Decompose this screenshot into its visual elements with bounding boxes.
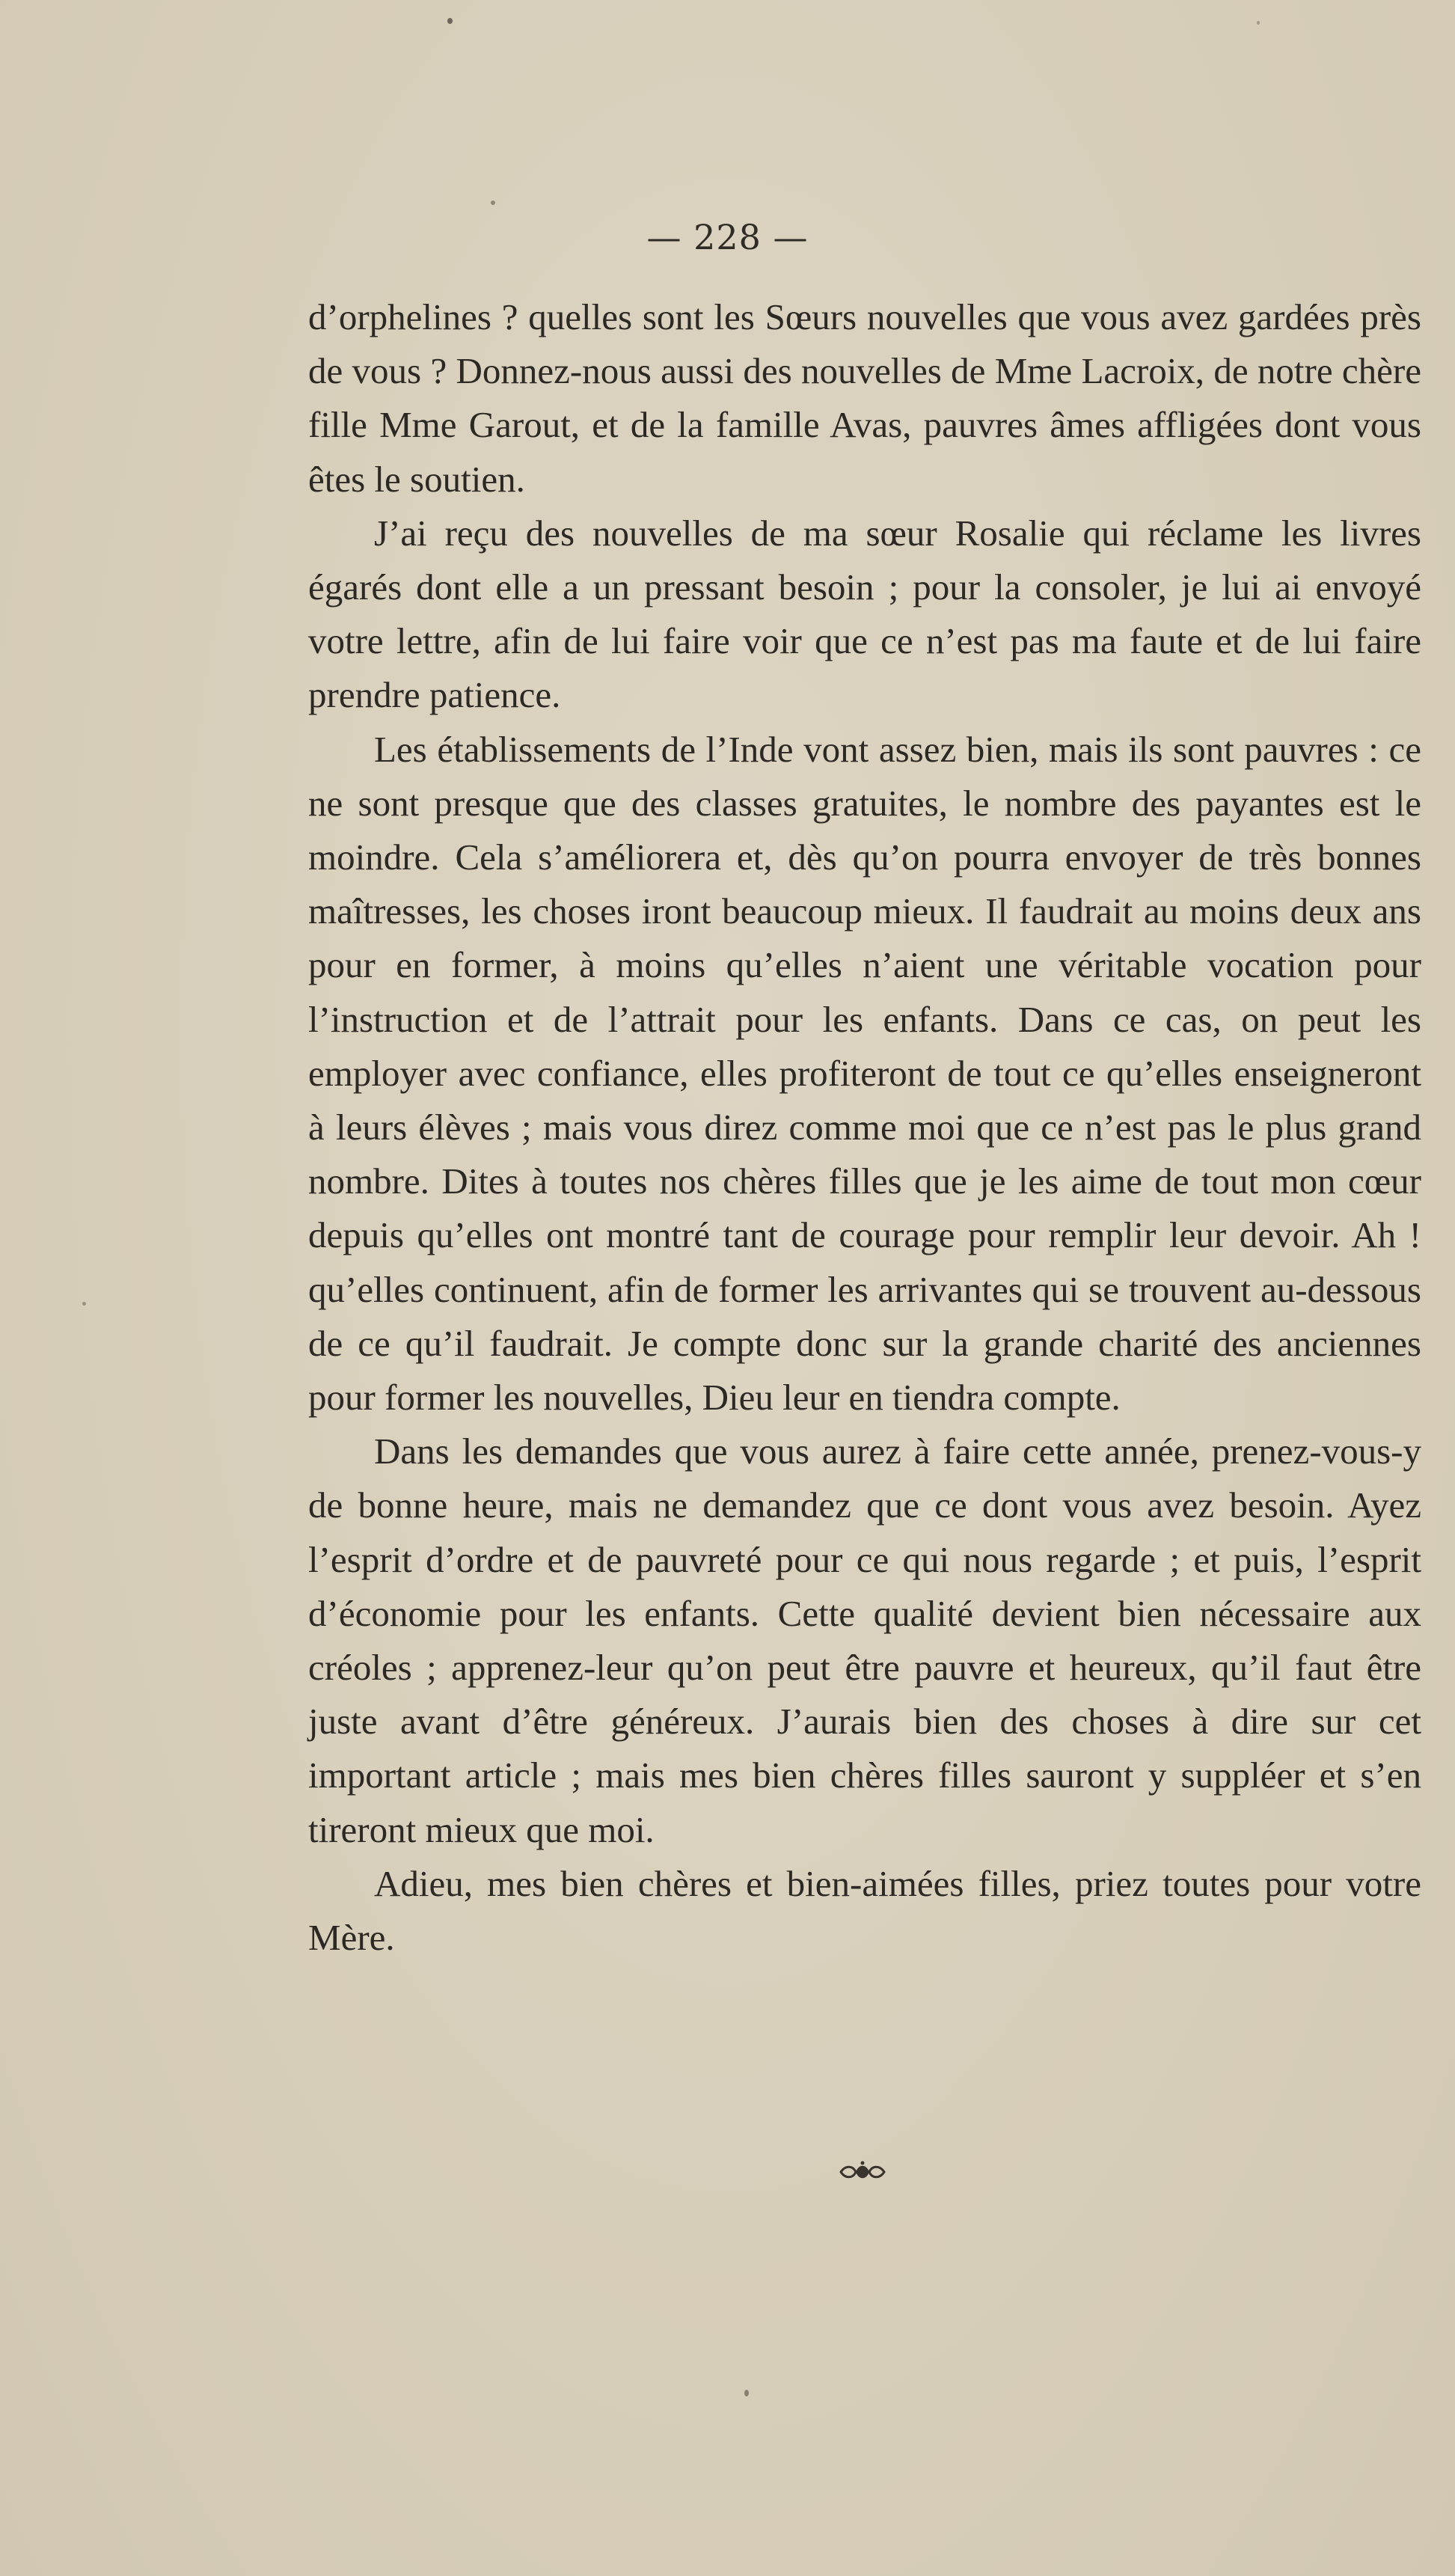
paragraph: d’orphelines ? quelles sont les Sœurs nouvelles que vous avez gardées près de vous ? Donnez-nous aussi des nouvelles de Mme Lacroix, de notre chère fille Mme Garout, et de la famille Avas, pauvres âmes affligées dont vous êtes le soutien.	[308, 296, 1421, 500]
paper-speck	[491, 201, 495, 205]
paper-speck	[744, 2390, 749, 2396]
paper-speck	[1257, 21, 1260, 25]
paragraph: Dans les demandes que vous aurez à faire cette année, prenez-vous-y de bonne heure, mais ne demandez que ce dont vous avez besoin. Ayez l’esprit d’ordre et de pauvreté pour ce qui nous regarde ; et puis, l’esprit d’économie pour les enfants. Cette qualité devient bien nécessaire aux créoles ; apprenez-leur qu’on peut être pauvre et heureux, qu’il faut être juste avant d’être généreux. J’aurais bien des choses à dire sur cet important article ; mais mes bien chères filles sauront y suppléer et s’en tireront mieux que moi.	[308, 1431, 1421, 1850]
fleuron-ornament-icon	[838, 2161, 887, 2183]
paragraph: Adieu, mes bien chères et bien-aimées filles, priez toutes pour votre Mère.	[308, 1862, 1421, 1959]
body-text	[308, 290, 1421, 1965]
paper-speck	[82, 1302, 86, 1306]
paper-speck	[447, 18, 453, 24]
page-number: — 228 —	[646, 217, 809, 257]
paragraph: J’ai reçu des nouvelles de ma sœur Rosalie qui réclame les livres égarés dont elle a un pressant besoin ; pour la consoler, je lui ai envoyé votre lettre, afin de lui faire voir que ce n’est pas ma faute et de lui faire prendre patience.	[308, 512, 1421, 716]
paragraph: Les établissements de l’Inde vont assez bien, mais ils sont pauvres : ce ne sont presque que des classes gratuites, le nombre des payantes est le moindre. Cela s’améliorera et, dès qu’on pourra envoyer de très bonnes maîtresses, les choses iront beaucoup mieux. Il faudrait au moins deux ans pour en former, à moins qu’elles n’aient une véritable vocation pour l’instruction et de l’attrait pour les enfants. Dans ce cas, on peut les employer avec confiance, elles profiteront de tout ce qu’elles enseigneront à leurs élèves ; mais vous direz comme moi que ce n’est pas le plus grand nombre. Dites à toutes nos chères filles que je les aime de tout mon cœur depuis qu’elles ont montré tant de courage pour remplir leur devoir. Ah ! qu’elles continuent, afin de former les arrivantes qui se trouvent au-dessous de ce qu’il faudrait. Je compte donc sur la grande charité des anciennes pour former les nouvelles, Dieu leur en tiendra compte.	[308, 728, 1421, 1419]
